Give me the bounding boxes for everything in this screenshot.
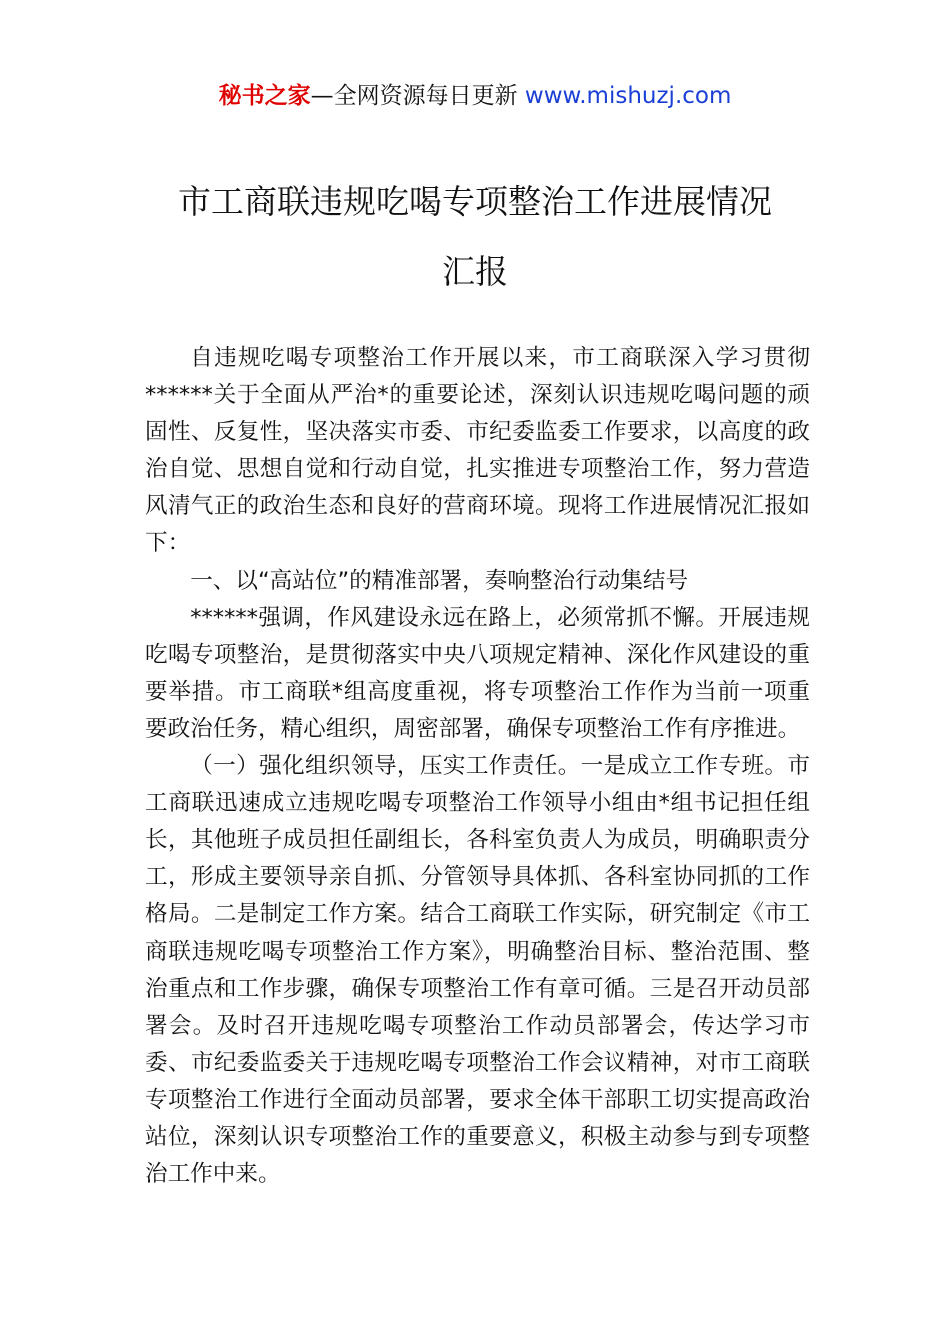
paragraph-subsection-1: （一）强化组织领导，压实工作责任。一是成立工作专班。市工商联迅速成立违规吃喝专项整治工作领导小组由*组书记担任组长，其他班子成员担任副组长，各科室负责人为成员，明确职责分工，形成主要领导亲自抓、分管领导具体抓、各科室协同抓的工作格局。二是制定工作方案。结合工商联工作实际，研究制定《市工商联违规吃喝专项整治工作方案》，明确整治目标、整治范围、整治重点和工作步骤，确保专项整治工作有章可循。三是召开动员部署会。及时召开违规吃喝专项整治工作动员部署会，传达学习市委、市纪委监委关于违规吃喝专项整治工作会议精神，对市工商联专项整治工作进行全面动员部署，要求全体干部职工切实提高政治站位，深刻认识专项整治工作的重要意义，积极主动参与到专项整治工作中来。: [145, 753, 810, 1188]
section-heading-1: 一、以“高站位”的精准部署，奏响整治行动集结号: [190, 567, 689, 594]
site-header: [0, 80, 950, 112]
paragraph-section-1: ******强调，作风建设永远在路上，必须常抓不懈。开展违规吃喝专项整治，是贯彻落实中央八项规定精神、深化作风建设的重要举措。市工商联*组高度重视，将专项整治工作作为当前一项重要政治任务，精心组织，周密部署，确保专项整治工作有序推进。: [145, 604, 810, 742]
document-title-line-2: 汇报: [442, 252, 508, 291]
site-url-link[interactable]: www.mishuzj.com: [524, 83, 732, 109]
paragraph-intro: 自违规吃喝专项整治工作开展以来，市工商联深入学习贯彻******关于全面从严治*的重要论述，深刻认识违规吃喝问题的顽固性、反复性，坚决落实市委、市纪委监委工作要求，以高度的政治自觉、思想自觉和行动自觉，扎实推进专项整治工作，努力营造风清气正的政治生态和良好的营商环境。现将工作进展情况汇报如下：: [145, 345, 810, 557]
brand-name: 秘书之家: [218, 83, 311, 109]
document-body: [145, 340, 810, 1193]
header-tagline: —全网资源每日更新: [310, 83, 525, 109]
document-title-line-1: 市工商联违规吃喝专项整治工作进展情况: [178, 182, 772, 221]
